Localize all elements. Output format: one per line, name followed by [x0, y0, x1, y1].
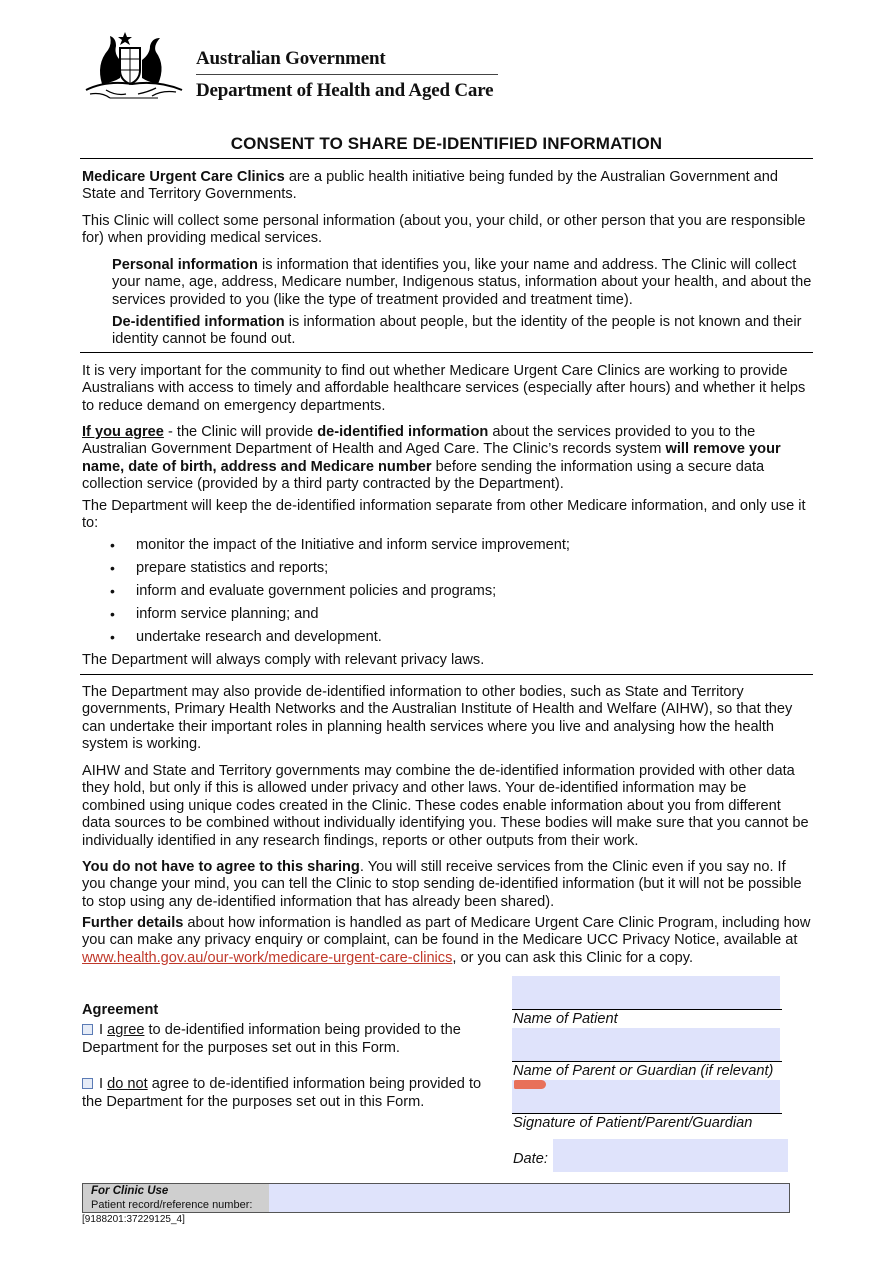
clinic-use-label-cell — [83, 1184, 269, 1212]
page-header — [80, 28, 510, 108]
agree-option[interactable]: I agree to de-identified information being provided to the Department for the purposes set out in this Form. — [82, 1022, 461, 1056]
patient-name-label: Name of Patient — [513, 1011, 618, 1027]
list-item: • inform and evaluate government policies and programs; — [108, 583, 708, 606]
further-details-paragraph: Further details about how information is handled as part of Medicare Urgent Care Clinic Program, including how you can make any privacy enquiry or complaint, can be found in the Medicare UCC Privacy Notice, available at www.health.gov.au/our-work/medicare-urgent-care-clinics, or you can ask this Clinic for a copy. — [82, 915, 811, 966]
patient-name-field[interactable] — [512, 976, 780, 1009]
clinic-use-box[interactable] — [82, 1183, 790, 1213]
government-name: Australian Government — [196, 48, 386, 69]
privacy-compliance-paragraph: The Department will always comply with relevant privacy laws. — [82, 652, 485, 668]
parent-name-field[interactable] — [512, 1028, 780, 1061]
agreement-heading: Agreement — [82, 1002, 159, 1018]
date-field[interactable] — [553, 1139, 788, 1172]
personal-info-definition: Personal information is information that identifies you, like your name and address. The Clinic will collect your name, age, address, Medicare number, Indigenous status, information about your health, and about the services provided to you (like the type of treatment provided and treatment time). — [112, 257, 812, 308]
field-underline — [512, 1061, 782, 1062]
intro-paragraph-1: Medicare Urgent Care Clinics are a public health initiative being funded by the Australian Government and State and Territory Governments. — [82, 169, 779, 203]
list-item: • undertake research and development. — [108, 629, 708, 652]
if-you-agree-paragraph: If you agree - the Clinic will provide de-identified information about the services provided to you to the Australian Government Department of Health and Aged Care. The Clinic’s records system will remove your name, date of birth, address and Medicare number before sending the information using a secure data collection service (provided by a third party contracted by the Department). — [82, 424, 781, 493]
data-combination-paragraph: AIHW and State and Territory governments may combine the de-identified information provided with other data they hold, but only if this is allowed under privacy and other laws. Your de-identified information may be combined using unique codes created in the Clinic. These codes enable information about you from different data sources to be combined without individually identifying you. These bodies will make sure that you cannot be individually identified in any research findings, reports or other outputs from their work. — [82, 763, 809, 849]
coat-of-arms-logo — [80, 28, 188, 104]
importance-paragraph: It is very important for the community to find out whether Medicare Urgent Care Clinics are working to provide Australians with access to timely and affordable healthcare services (especially after hours) and whether it helps to reduce demand on emergency departments. — [82, 363, 806, 414]
field-underline — [512, 1009, 782, 1010]
list-item: • prepare statistics and reports; — [108, 560, 708, 583]
disagree-option[interactable]: I do not agree to de-identified information being provided to the Department for the purposes set out in this Form. — [82, 1076, 482, 1110]
section-divider — [80, 158, 813, 159]
optional-sharing-paragraph: You do not have to agree to this sharing. You will still receive services from the Clinic even if you say no. If you change your mind, you can tell the Clinic to stop sending de-identified information (but it will not be possible to stop using any de-identified information that has already been shared). — [82, 859, 802, 910]
section-divider — [80, 674, 813, 675]
privacy-notice-link[interactable]: www.health.gov.au/our-work/medicare-urgent-care-clinics — [82, 949, 453, 966]
date-label: Date: — [513, 1151, 548, 1167]
other-bodies-paragraph: The Department may also provide de-identified information to other bodies, such as State and Territory governments, Primary Health Networks and the Australian Institute of Health and Welfare (AIHW), so that they can undertake their important roles in planning health services where you live and analysing how the health system is working. — [82, 684, 793, 753]
intro-paragraph-2: This Clinic will collect some personal information (about you, your child, or other person that you are responsible for) when providing medical services. — [82, 213, 806, 247]
department-name: Department of Health and Aged Care — [196, 80, 494, 101]
header-divider — [196, 74, 498, 75]
sign-here-tag-icon[interactable] — [514, 1080, 546, 1089]
agree-checkbox[interactable] — [82, 1024, 93, 1035]
form-title: CONSENT TO SHARE DE-IDENTIFIED INFORMATION — [230, 134, 663, 153]
record-number-label: Patient record/reference number: — [91, 1199, 253, 1211]
list-item: • monitor the impact of the Initiative and inform service improvement; — [108, 537, 708, 560]
section-divider — [80, 352, 813, 353]
disagree-checkbox[interactable] — [82, 1078, 93, 1089]
list-item: • inform service planning; and — [108, 606, 708, 629]
field-underline — [512, 1113, 782, 1114]
signature-label: Signature of Patient/Parent/Guardian — [513, 1115, 753, 1131]
clinic-use-title: For Clinic Use — [91, 1185, 169, 1197]
department-use-paragraph: The Department will keep the de-identified information separate from other Medicare information, and only use it to: — [82, 498, 806, 532]
signature-field[interactable] — [512, 1080, 780, 1113]
parent-name-label: Name of Parent or Guardian (if relevant) — [513, 1063, 774, 1079]
usage-list — [108, 537, 708, 652]
deidentified-info-definition: De-identified information is information about people, but the identity of the people is not known and their identity cannot be found out. — [112, 314, 802, 348]
document-reference: [9188201:37229125_4] — [82, 1214, 185, 1225]
